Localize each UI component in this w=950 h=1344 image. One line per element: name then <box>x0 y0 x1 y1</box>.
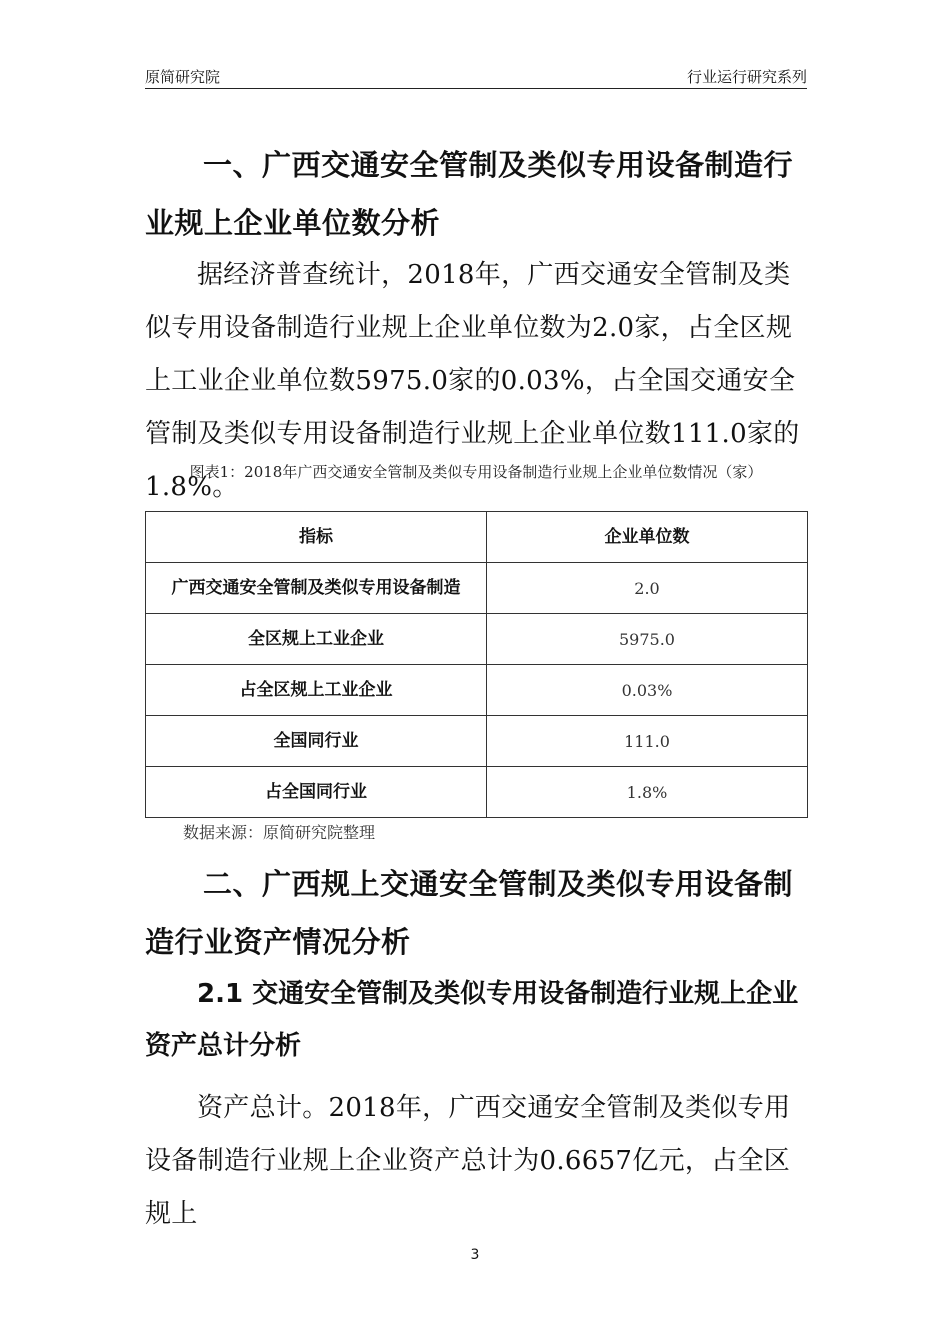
header-org: 原简研究院 <box>145 68 221 86</box>
header-series: 行业运行研究系列 <box>686 68 807 86</box>
row-label: 全区规上工业企业 <box>146 614 487 665</box>
page-header <box>145 66 807 89</box>
table-header-cell: 指标 <box>146 512 487 563</box>
table-header-row <box>146 512 808 563</box>
data-source-note: 数据来源：原简研究院整理 <box>183 823 376 842</box>
table-caption: 图表1：2018年广西交通安全管制及类似专用设备制造行业规上企业单位数情况（家） <box>189 463 763 481</box>
row-value: 1.8% <box>487 767 808 818</box>
row-value: 5975.0 <box>487 614 808 665</box>
row-value: 0.03% <box>487 665 808 716</box>
table-row <box>146 563 808 614</box>
section1-paragraph: 据经济普查统计，2018年，广西交通安全管制及类似专用设备制造行业规上企业单位数为2.0家，占全区规上工业企业单位数5975.0家的0.03%，占全国交通安全管制及类似专用设备制造行业规上企业单位数111.0家的1.8%。 <box>145 260 800 502</box>
section2-paragraph: 资产总计。2018年，广西交通安全管制及类似专用设备制造行业规上企业资产总计为0.6657亿元，占全区规上 <box>145 1093 791 1229</box>
row-label: 广西交通安全管制及类似专用设备制造 <box>146 563 487 614</box>
section2-subheading: 2.1 交通安全管制及类似专用设备制造行业规上企业资产总计分析 <box>145 979 799 1061</box>
table-header-cell: 企业单位数 <box>487 512 808 563</box>
enterprise-count-table <box>145 511 808 818</box>
row-label: 全国同行业 <box>146 716 487 767</box>
table-row <box>146 767 808 818</box>
table-row <box>146 716 808 767</box>
row-label: 占全国同行业 <box>146 767 487 818</box>
table-row <box>146 665 808 716</box>
row-label: 占全区规上工业企业 <box>146 665 487 716</box>
section2-heading: 二、广西规上交通安全管制及类似专用设备制造行业资产情况分析 <box>145 867 794 959</box>
section1-heading: 一、广西交通安全管制及类似专用设备制造行业规上企业单位数分析 <box>145 148 794 240</box>
table-row <box>146 614 808 665</box>
page-number: 3 <box>470 1247 480 1263</box>
row-value: 2.0 <box>487 563 808 614</box>
row-value: 111.0 <box>487 716 808 767</box>
